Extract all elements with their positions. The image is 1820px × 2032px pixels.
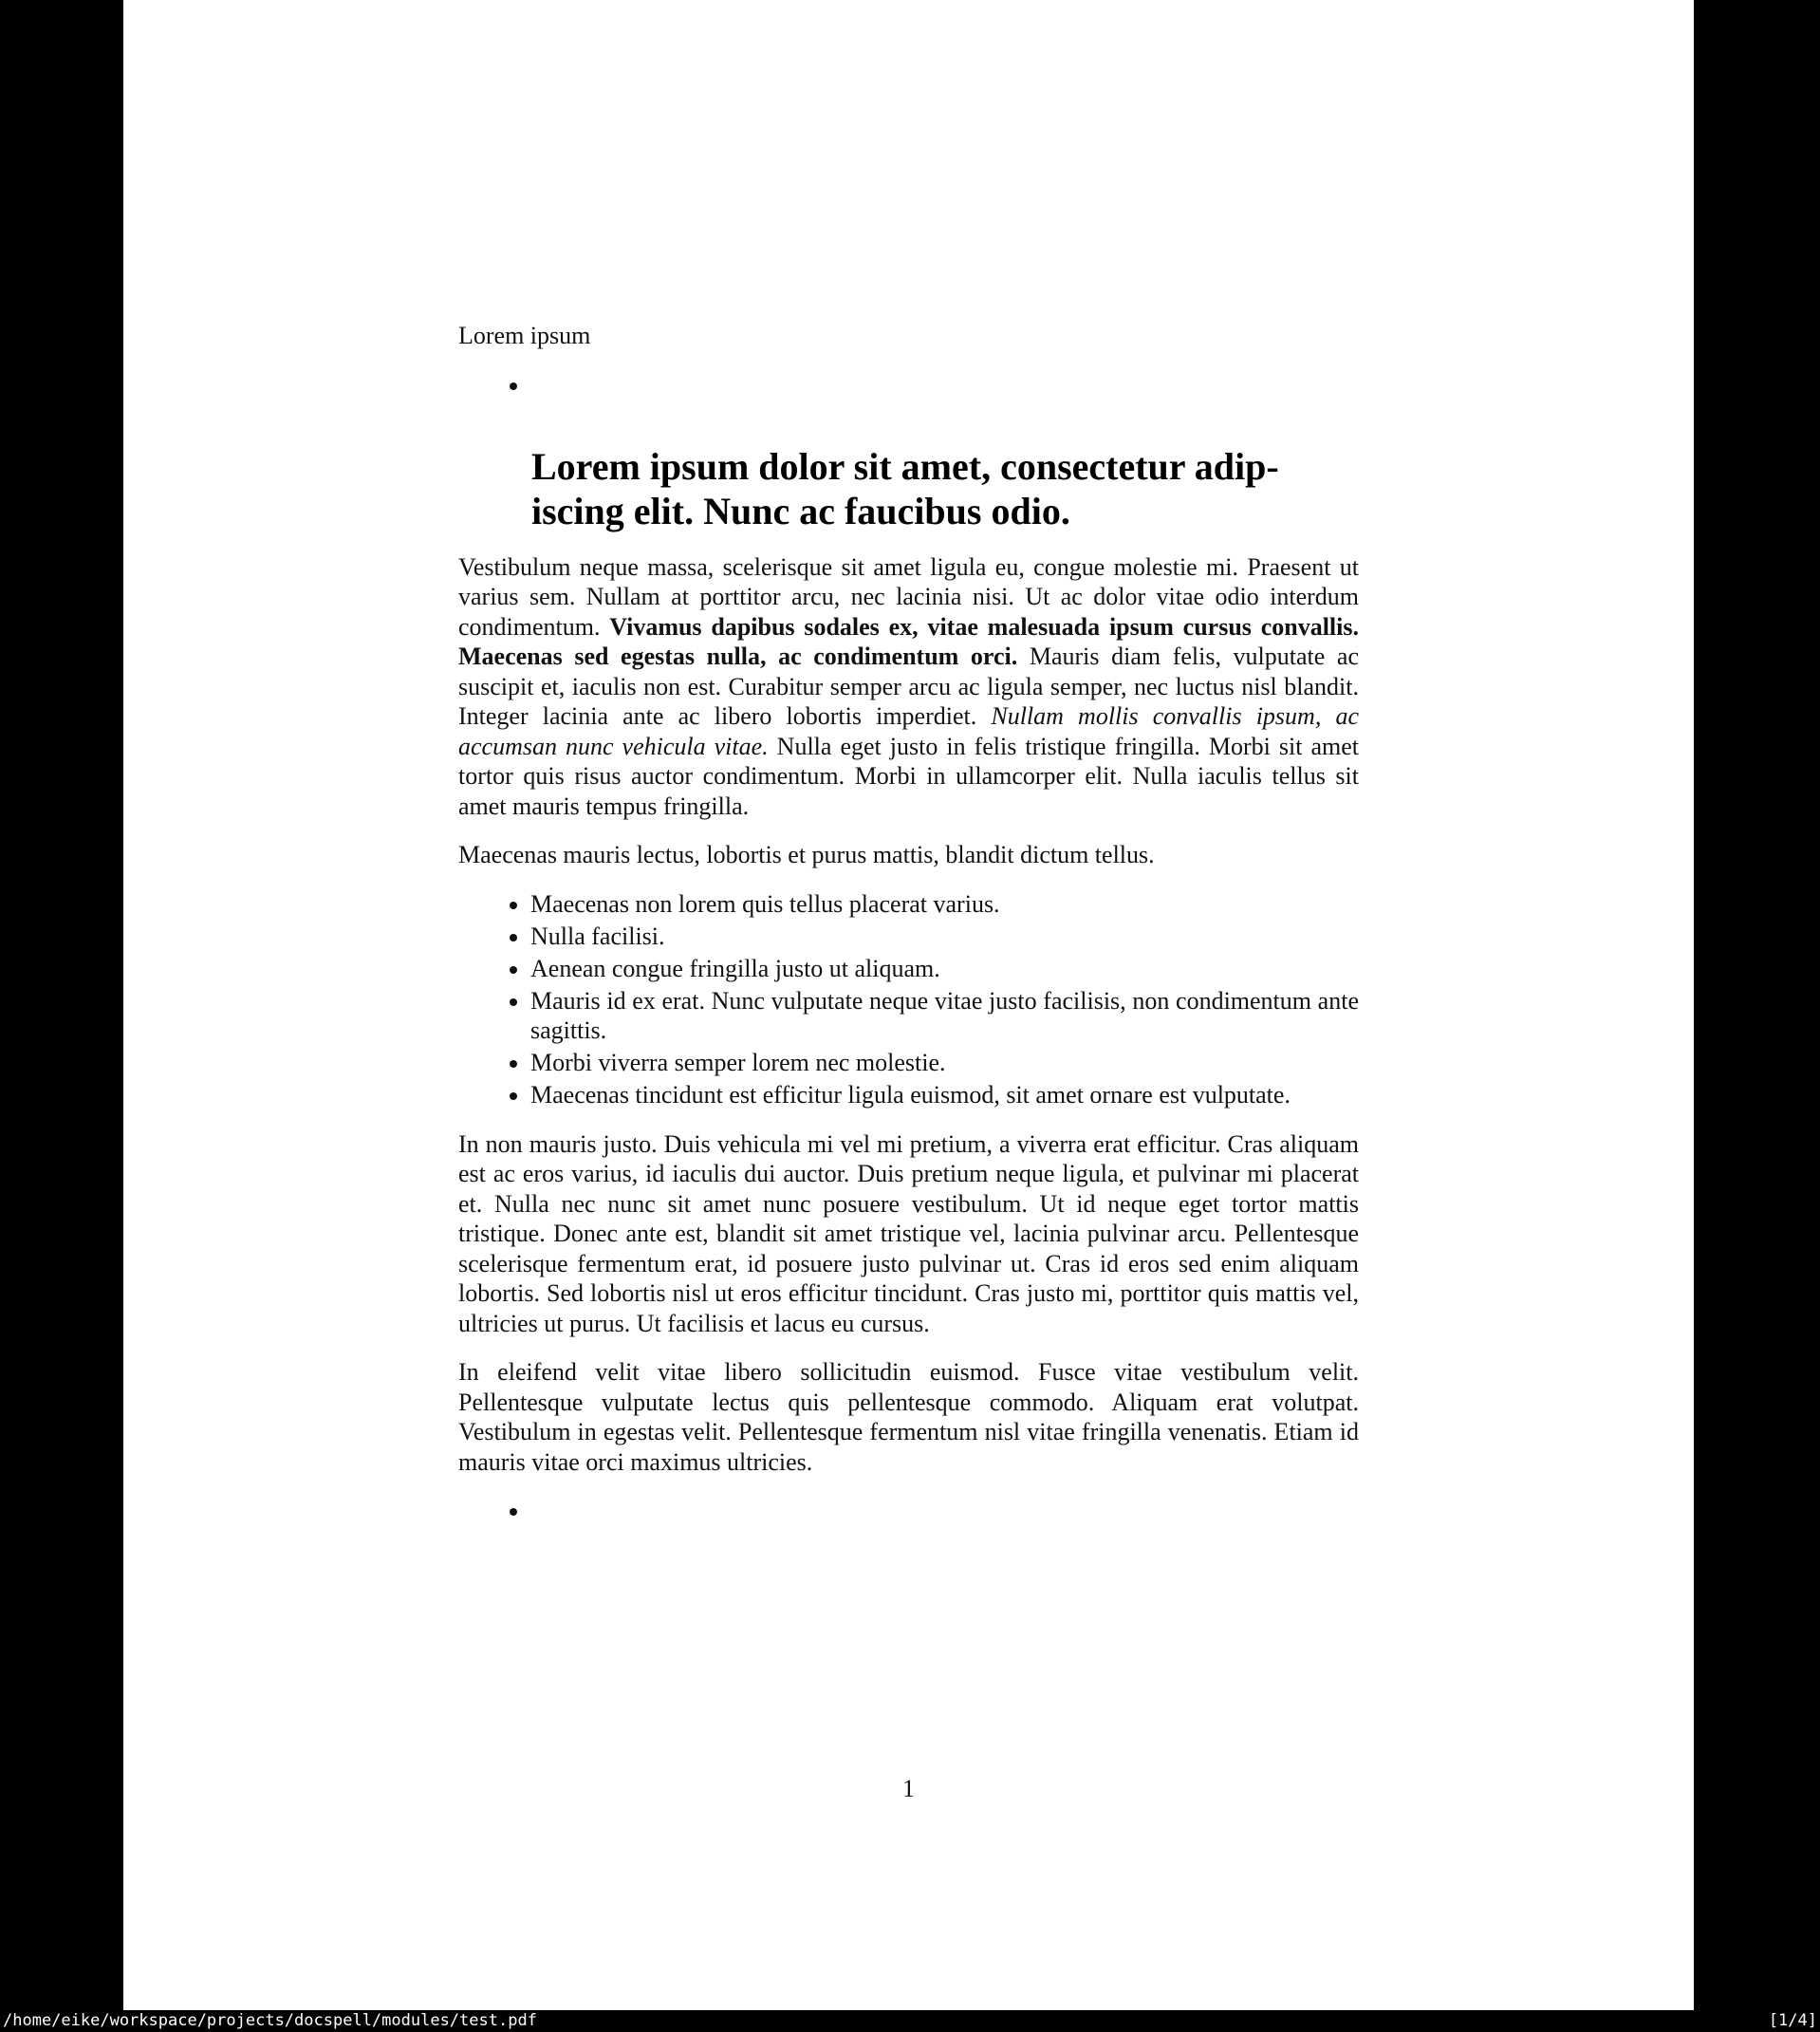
paragraph-segment: Nulla eget justo in felis tristique fringilla. Morbi sit amet tortor quis risus auctor condimentum. Morbi in ullamcorper elit. Nulla iaculis tellus sit amet mauris tempus fringilla. <box>458 732 1359 820</box>
empty-bullet-list-bottom <box>458 1496 1359 1526</box>
bullet-item-empty <box>530 1496 1359 1526</box>
paragraph-1 <box>458 552 1359 822</box>
list-item: • Morbi viverra semper lorem nec molestie. <box>530 1048 1359 1078</box>
paragraph-2: Maecenas mauris lectus, lobortis et purus mattis, blandit dictum tellus. <box>458 841 1155 868</box>
list-item: • Nulla facilisi. <box>530 922 1359 952</box>
paragraph-segment: Vivamus dapibus sodales ex, vitae malesuada ipsum cursus convallis. Maecenas sed egestas nulla, ac condimentum orci. <box>458 612 1359 670</box>
paragraph-segment: Vestibulum neque massa, scelerisque sit amet ligula eu, congue molestie mi. Praesent ut varius sem. Nullam at porttitor arcu, nec lacinia nisi. Ut ac dolor vitae odio interdum condimentum. <box>458 552 1359 641</box>
list-item: • Maecenas non lorem quis tellus placerat varius. <box>530 889 1359 920</box>
statusbar-page-indicator: [1/4] <box>1768 2011 1817 2030</box>
bullet-item-empty <box>530 370 1359 401</box>
statusbar-file-path: /home/eike/workspace/projects/docspell/modules/test.pdf <box>3 2011 537 2030</box>
statusbar <box>0 2010 1820 2032</box>
bullet-list <box>458 889 1359 1110</box>
list-item: • Aenean congue fringilla justo ut aliquam. <box>530 954 1359 984</box>
lead-paragraph: Lorem ipsum <box>458 322 591 349</box>
page-number: 1 <box>902 1775 915 1802</box>
heading-line-1: Lorem ipsum dolor sit amet, consectetur adip- <box>531 444 1279 488</box>
document-heading <box>531 444 1352 533</box>
heading-line-2: iscing elit. Nunc ac faucibus odio. <box>531 489 1070 532</box>
paragraph-3: In non mauris justo. Duis vehicula mi vel mi pretium, a viverra erat efficitur. Cras aliquam est ac eros varius, id iaculis dui auctor. Duis pretium neque ligula, et pulvinar mi placerat et. Nulla nec nunc sit amet nunc posuere vestibulum. Ut id neque eget tortor mattis tristique. Donec ante est, blandit sit amet tristique vel, lacinia pulvinar arcu. Pellentesque scelerisque fermentum erat, id posuere justo pulvinar ut. Cras id eros sed enim aliquam lobortis. Sed lobortis nisl ut eros efficitur tincidunt. Cras justo mi, porttitor quis mattis vel, ultricies ut purus. Ut facilisis et lacus eu cursus. <box>458 1129 1359 1337</box>
empty-bullet-list-top <box>458 370 1359 401</box>
paragraph-segment: Mauris diam felis, vulputate ac suscipit et, iaculis non est. Curabitur semper arcu ac ligula semper, nec luctus nisl blandit. Integer lacinia ante ac libero lobortis imperdiet. <box>458 643 1359 730</box>
list-item: • Mauris id ex erat. Nunc vulputate neque vitae justo facilisis, non condimentum ante sagittis. <box>530 986 1359 1046</box>
list-item: • Maecenas tincidunt est efficitur ligula euismod, sit amet ornare est vulputate. <box>530 1080 1359 1110</box>
paragraph-4: In eleifend velit vitae libero sollicitudin euismod. Fusce vitae vestibulum velit. Pellentesque vulputate lectus quis pellentesque commodo. Aliquam erat volutpat. Vestibulum in egestas velit. Pellentesque fermentum nisl vitae fringilla venenatis. Etiam id mauris vitae orci maximus ultricies. <box>458 1358 1359 1476</box>
page-content <box>458 0 1359 1526</box>
paragraph-segment: Nullam mollis convallis ipsum, ac accumsan nunc vehicula vitae. <box>458 702 1359 760</box>
pdf-page[interactable] <box>123 0 1694 2010</box>
